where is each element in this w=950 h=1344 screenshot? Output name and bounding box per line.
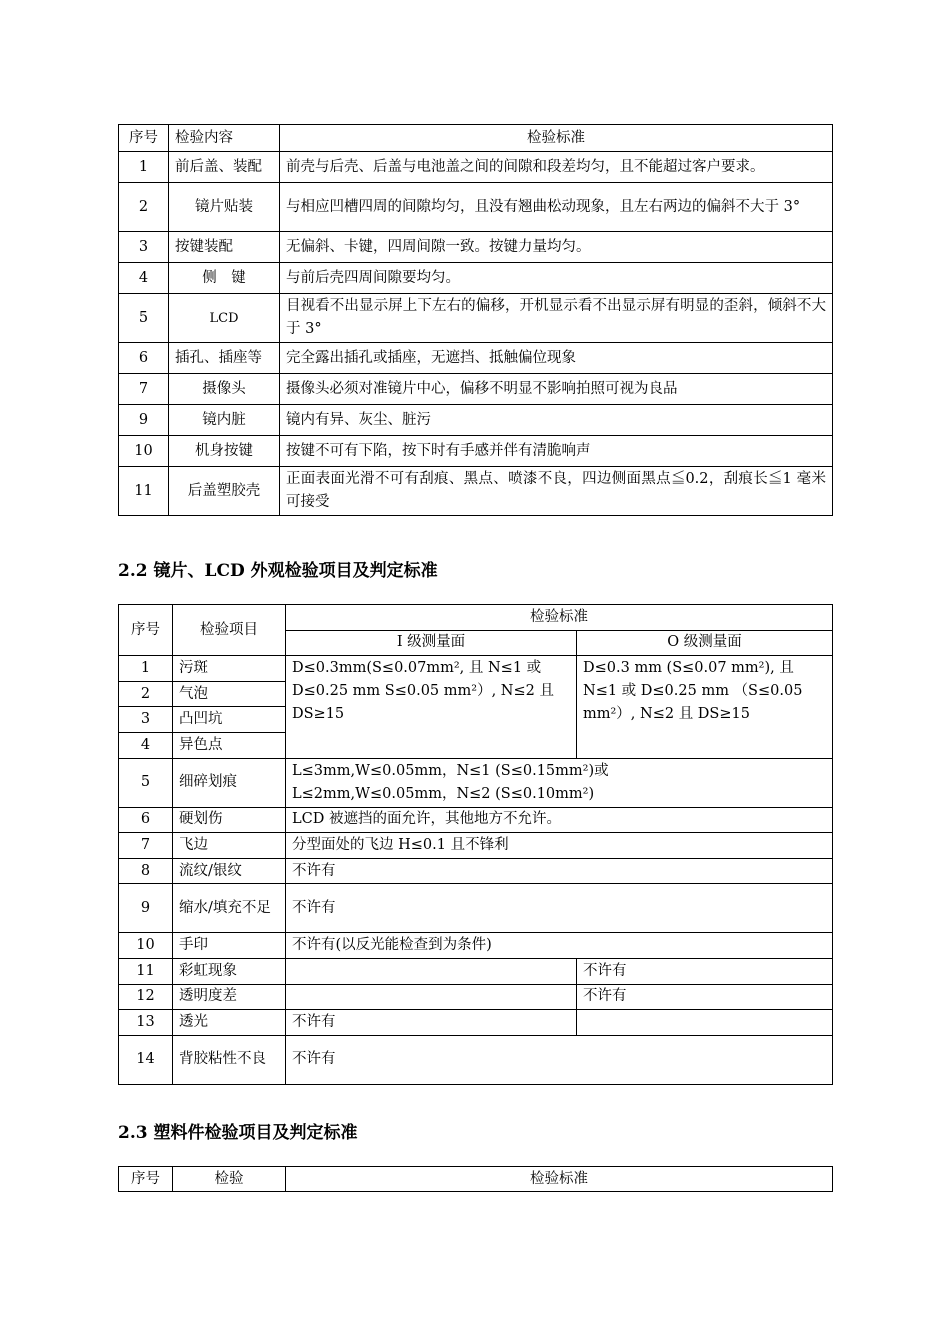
row-no: 6 [119, 343, 169, 374]
i-level-cell: 不许有 [286, 1010, 577, 1036]
row-item: 手印 [173, 933, 286, 959]
table-header-row [119, 125, 833, 152]
table-row [119, 884, 833, 933]
row-no: 3 [119, 232, 169, 263]
row-no: 4 [119, 263, 169, 294]
row-item: 硬划伤 [173, 807, 286, 833]
row-no: 9 [119, 884, 173, 933]
row-standard: 镜内有异、灰尘、脏污 [280, 405, 833, 436]
row-item: LCD [169, 294, 280, 343]
table-header-row [119, 1167, 833, 1192]
row-standard: 前壳与后壳、后盖与电池盖之间的间隙和段差均匀，且不能超过客户要求。 [280, 152, 833, 183]
table-row [119, 232, 833, 263]
row-no: 10 [119, 933, 173, 959]
lens-lcd-inspection-table [118, 604, 833, 1085]
standard-line: L≤3mm,W≤0.05mm，N≤1 (S≤0.15mm²)或 [292, 762, 609, 779]
row-item: 透明度差 [173, 984, 286, 1010]
table-row [119, 833, 833, 859]
o-level-cell [577, 1010, 833, 1036]
row-no: 11 [119, 467, 169, 516]
row-no: 1 [119, 656, 173, 682]
row-no: 13 [119, 1010, 173, 1036]
row-standard: 不许有(以反光能检查到为条件) [286, 933, 833, 959]
row-item: 透光 [173, 1010, 286, 1036]
row-no: 7 [119, 374, 169, 405]
row-no: 3 [119, 707, 173, 733]
row-item: 缩水/填充不足 [173, 884, 286, 933]
row-no: 5 [119, 758, 173, 807]
header-item: 检验项目 [173, 605, 286, 656]
o-level-cell: 不许有 [577, 958, 833, 984]
plastic-parts-inspection-table [118, 1166, 833, 1192]
table-row [119, 984, 833, 1010]
row-item: 镜内脏 [169, 405, 280, 436]
row-item: 凸凹坑 [173, 707, 286, 733]
i-level-cell [286, 984, 577, 1010]
row-no: 1 [119, 152, 169, 183]
table-row [119, 933, 833, 959]
row-item: 异色点 [173, 732, 286, 758]
table-row [119, 467, 833, 516]
row-standard: 不许有 [286, 1035, 833, 1084]
o-level-cell: 不许有 [577, 984, 833, 1010]
row-item: 机身按键 [169, 436, 280, 467]
row-no: 6 [119, 807, 173, 833]
table-row [119, 294, 833, 343]
table-row [119, 807, 833, 833]
table-row [119, 374, 833, 405]
row-item: 镜片贴装 [169, 183, 280, 232]
i-level-standard [286, 656, 577, 758]
row-item: 摄像头 [169, 374, 280, 405]
header-standard: 检验标准 [286, 1167, 833, 1192]
row-item: 细碎划痕 [173, 758, 286, 807]
row-standard: 摄像头必须对准镜片中心，偏移不明显不影响拍照可视为良品 [280, 374, 833, 405]
row-no: 12 [119, 984, 173, 1010]
table-row [119, 656, 833, 682]
row-standard: 目视看不出显示屏上下左右的偏移，开机显示看不出显示屏有明显的歪斜，倾斜不大于 3° [280, 294, 833, 343]
row-standard: 与前后壳四周间隙要均匀。 [280, 263, 833, 294]
row-item: 彩虹现象 [173, 958, 286, 984]
row-standard: 无偏斜、卡键，四周间隙一致。按键力量均匀。 [280, 232, 833, 263]
header-no: 序号 [119, 605, 173, 656]
table-header-row [119, 605, 833, 631]
table-row [119, 1010, 833, 1036]
row-item: 按键装配 [169, 232, 280, 263]
assembly-inspection-table [118, 124, 833, 516]
table-row [119, 183, 833, 232]
row-standard: 完全露出插孔或插座，无遮挡、抵触偏位现象 [280, 343, 833, 374]
table-row [119, 858, 833, 884]
i-level-cell [286, 958, 577, 984]
table-row [119, 263, 833, 294]
standard-line: L≤2mm,W≤0.05mm，N≤2 (S≤0.10mm²) [292, 785, 595, 802]
table-row [119, 436, 833, 467]
row-no: 11 [119, 958, 173, 984]
table-row [119, 343, 833, 374]
o-level-line: mm²）, N≤2 且 DS≥15 [583, 706, 750, 723]
table-row [119, 958, 833, 984]
table-row [119, 152, 833, 183]
i-level-line: D≤0.25 mm S≤0.05 mm²）, N≤2 且 [292, 683, 554, 700]
row-standard [286, 758, 833, 807]
row-no: 9 [119, 405, 169, 436]
row-item: 飞边 [173, 833, 286, 859]
table-row [119, 758, 833, 807]
row-item: 后盖塑胶壳 [169, 467, 280, 516]
header-item: 检验 [173, 1167, 286, 1192]
row-item: 插孔、插座等 [169, 343, 280, 374]
i-level-line: D≤0.3mm(S≤0.07mm², 且 N≤1 或 [292, 660, 542, 677]
table-row [119, 405, 833, 436]
o-level-line: D≤0.3 mm (S≤0.07 mm²), 且 [583, 660, 794, 677]
o-level-line: N≤1 或 D≤0.25 mm （S≤0.05 [583, 683, 803, 700]
header-standard: 检验标准 [280, 125, 833, 152]
header-no: 序号 [119, 1167, 173, 1192]
row-standard: 正面表面光滑不可有刮痕、黑点、喷漆不良，四边侧面黑点≦0.2，刮痕长≦1 毫米可接受 [280, 467, 833, 516]
row-standard: 分型面处的飞边 H≤0.1 且不锋利 [286, 833, 833, 859]
section-heading-2-2: 2.2 镜片、LCD 外观检验项目及判定标准 [118, 561, 438, 581]
row-no: 2 [119, 183, 169, 232]
i-level-line: DS≥15 [292, 706, 345, 723]
row-item: 背胶粘性不良 [173, 1035, 286, 1084]
o-level-standard [577, 656, 833, 758]
section-heading-2-3: 2.3 塑料件检验项目及判定标准 [118, 1123, 358, 1143]
row-no: 4 [119, 732, 173, 758]
row-no: 7 [119, 833, 173, 859]
header-item: 检验内容 [169, 125, 280, 152]
row-item: 气泡 [173, 681, 286, 707]
row-item: 污斑 [173, 656, 286, 682]
row-no: 5 [119, 294, 169, 343]
row-no: 14 [119, 1035, 173, 1084]
header-standard: 检验标准 [286, 605, 833, 631]
row-item: 流纹/银纹 [173, 858, 286, 884]
row-no: 2 [119, 681, 173, 707]
row-standard: 不许有 [286, 884, 833, 933]
row-item: 前后盖、装配 [169, 152, 280, 183]
table-row [119, 1035, 833, 1084]
row-standard: 与相应凹槽四周的间隙均匀，且没有翘曲松动现象，且左右两边的偏斜不大于 3° [280, 183, 833, 232]
header-o-level: O 级测量面 [577, 630, 833, 656]
header-i-level: I 级测量面 [286, 630, 577, 656]
row-item: 侧 键 [169, 263, 280, 294]
row-standard: LCD 被遮挡的面允许，其他地方不允许。 [286, 807, 833, 833]
row-no: 10 [119, 436, 169, 467]
header-no: 序号 [119, 125, 169, 152]
row-no: 8 [119, 858, 173, 884]
row-standard: 不许有 [286, 858, 833, 884]
row-standard: 按键不可有下陷，按下时有手感并伴有清脆响声 [280, 436, 833, 467]
